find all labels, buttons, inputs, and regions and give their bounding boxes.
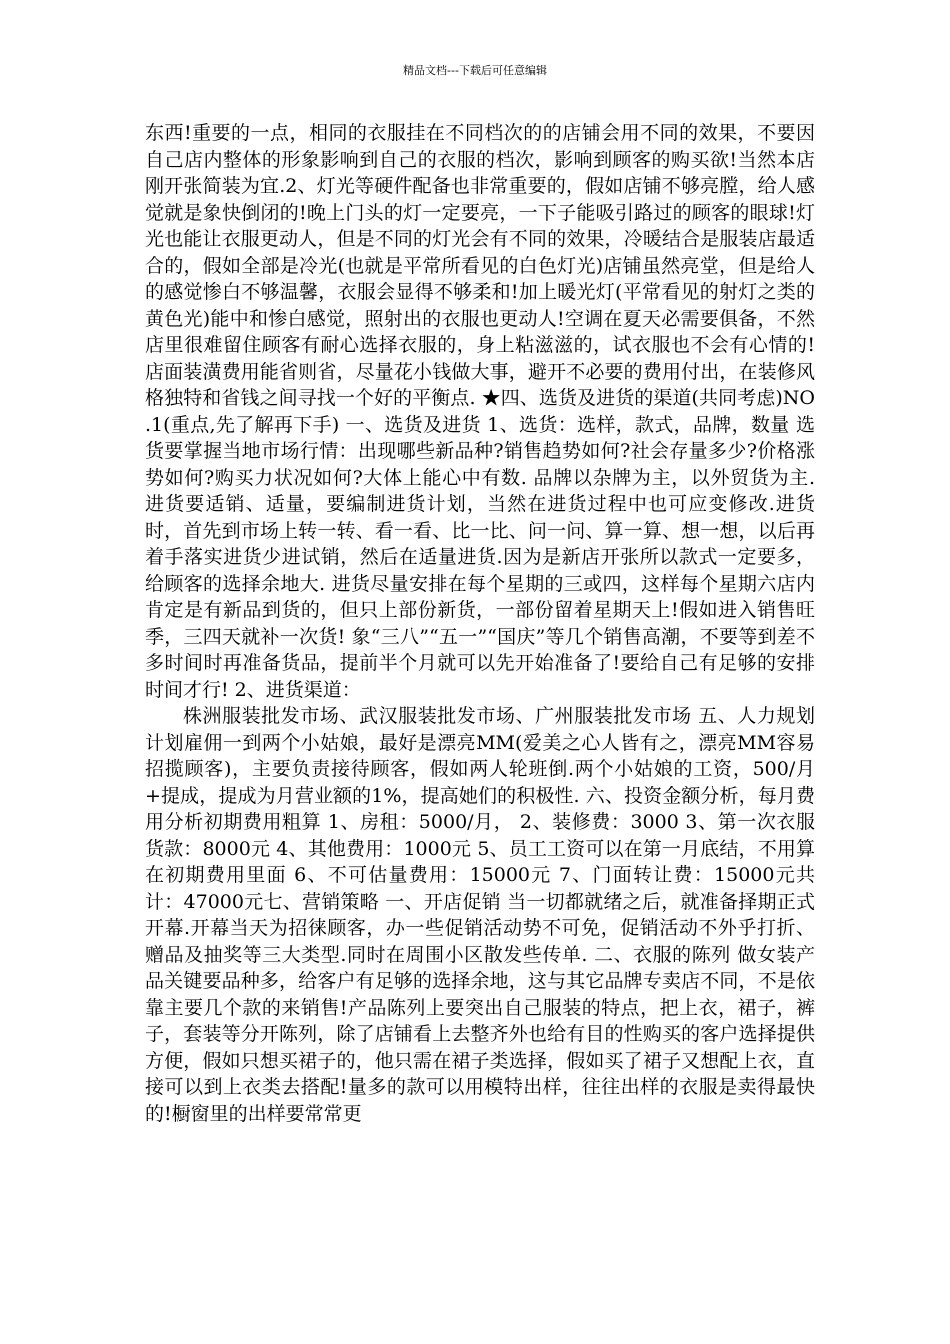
page-header: 精品文档---下载后可任意编辑: [403, 64, 547, 77]
body-paragraph: 株洲服装批发市场、武汉服装批发市场、广州服装批发市场 五、人力规划 计划雇佣一到两个小姑娘，最好是漂亮MM(爱美之心人皆有之，漂亮MM容易招揽顾客)，主要负责接待顾客，假如两人轮班倒.两个小姑娘的工资，500/月+提成，提成为月营业额的1%，提高她们的积极性. 六、投资金额分析，每月费用分析初期费用粗算 1、房租：5000/月， 2、装修费：3000 3、第一次衣服货款：8000元 4、其他费用：1000元 5、员工工资可以在第一月底结，不用算在初期费用里面 6、不可估量费用：15000元 7、门面转让费：15000元共计：47000元七、营销策略 一、开店促销 当一切都就绪之后，就准备择期正式开幕.开幕当天为招徕顾客，办一些促销活动势不可免，促销活动不外乎打折、赠品及抽奖等三大类型.同时在周围小区散发些传单. 二、衣服的陈列 做女装产品关键要品种多，给客户有足够的选择余地，这与其它品牌专卖店不同，不是依靠主要几个款的来销售!产品陈列上要突出自己服装的特点，把上衣，裙子，裤子，套装等分开陈列，除了店铺看上去整齐外也给有目的性购买的客户选择提供方便，假如只想买裙子的，他只需在裙子类选择，假如买了裙子又想配上衣，直接可以到上衣类去搭配!量多的款可以用模特出样，往往出样的衣服是卖得最快的!橱窗里的出样要常常更: [145, 705, 815, 1125]
body-paragraph: 东西!重要的一点，相同的衣服挂在不同档次的的店铺会用不同的效果，不要因自己店内整体的形象影响到自己的衣服的档次，影响到顾客的购买欲!当然本店刚开张简装为宜.2、灯光等硬件配备也非常重要的，假如店铺不够亮膛，给人感觉就是象快倒闭的!晚上门头的灯一定要亮，一下子能吸引路过的顾客的眼球!灯光也能让衣服更动人，但是不同的灯光会有不同的效果，冷暖结合是服装店最适合的，假如全部是冷光(也就是平常所看见的白色灯光)店铺虽然亮堂，但是给人的感觉惨白不够温馨，衣服会显得不够柔和!加上暖光灯(平常看见的射灯之类的黄色光)能中和惨白感觉，照射出的衣服也更动人!空调在夏天必需要俱备，不然店里很难留住顾客有耐心选择衣服的，身上粘滋滋的，试衣服也不会有心情的! 店面装潢费用能省则省，尽量花小钱做大事，避开不必要的费用付出，在装修风格独特和省钱之间寻找一个好的平衡点. ★四、选货及进货的渠道(共同考虑)NO .1(重点,先了解再下手) 一、选货及进货 1、选货：选样，款式，品牌，数量 选货要掌握当地市场行情：出现哪些新品种?销售趋势如何?社会存量多少?价格涨势如何?购买力状况如何?大体上能心中有数. 品牌以杂牌为主，以外贸货为主. 进货要适销、适量，要编制进货计划，当然在进货过程中也可应变修改.进货时，首先到市场上转一转、看一看、比一比、问一问、算一算、想一想，以后再着手落实进货少进试销，然后在适量进货.因为是新店开张所以款式一定要多，给顾客的选择余地大. 进货尽量安排在每个星期的三或四，这样每个星期六店内肯定是有新品到货的，但只上部份新货，一部份留着星期天上!假如进入销售旺季，三四天就补一次货! 象“三八”“五一”“国庆”等几个销售高潮，不要等到差不多时间时再准备货品，提前半个月就可以先开始准备了!要给自己有足够的安排时间才行! 2、进货渠道：: [145, 122, 815, 701]
document-body: [145, 120, 815, 1127]
